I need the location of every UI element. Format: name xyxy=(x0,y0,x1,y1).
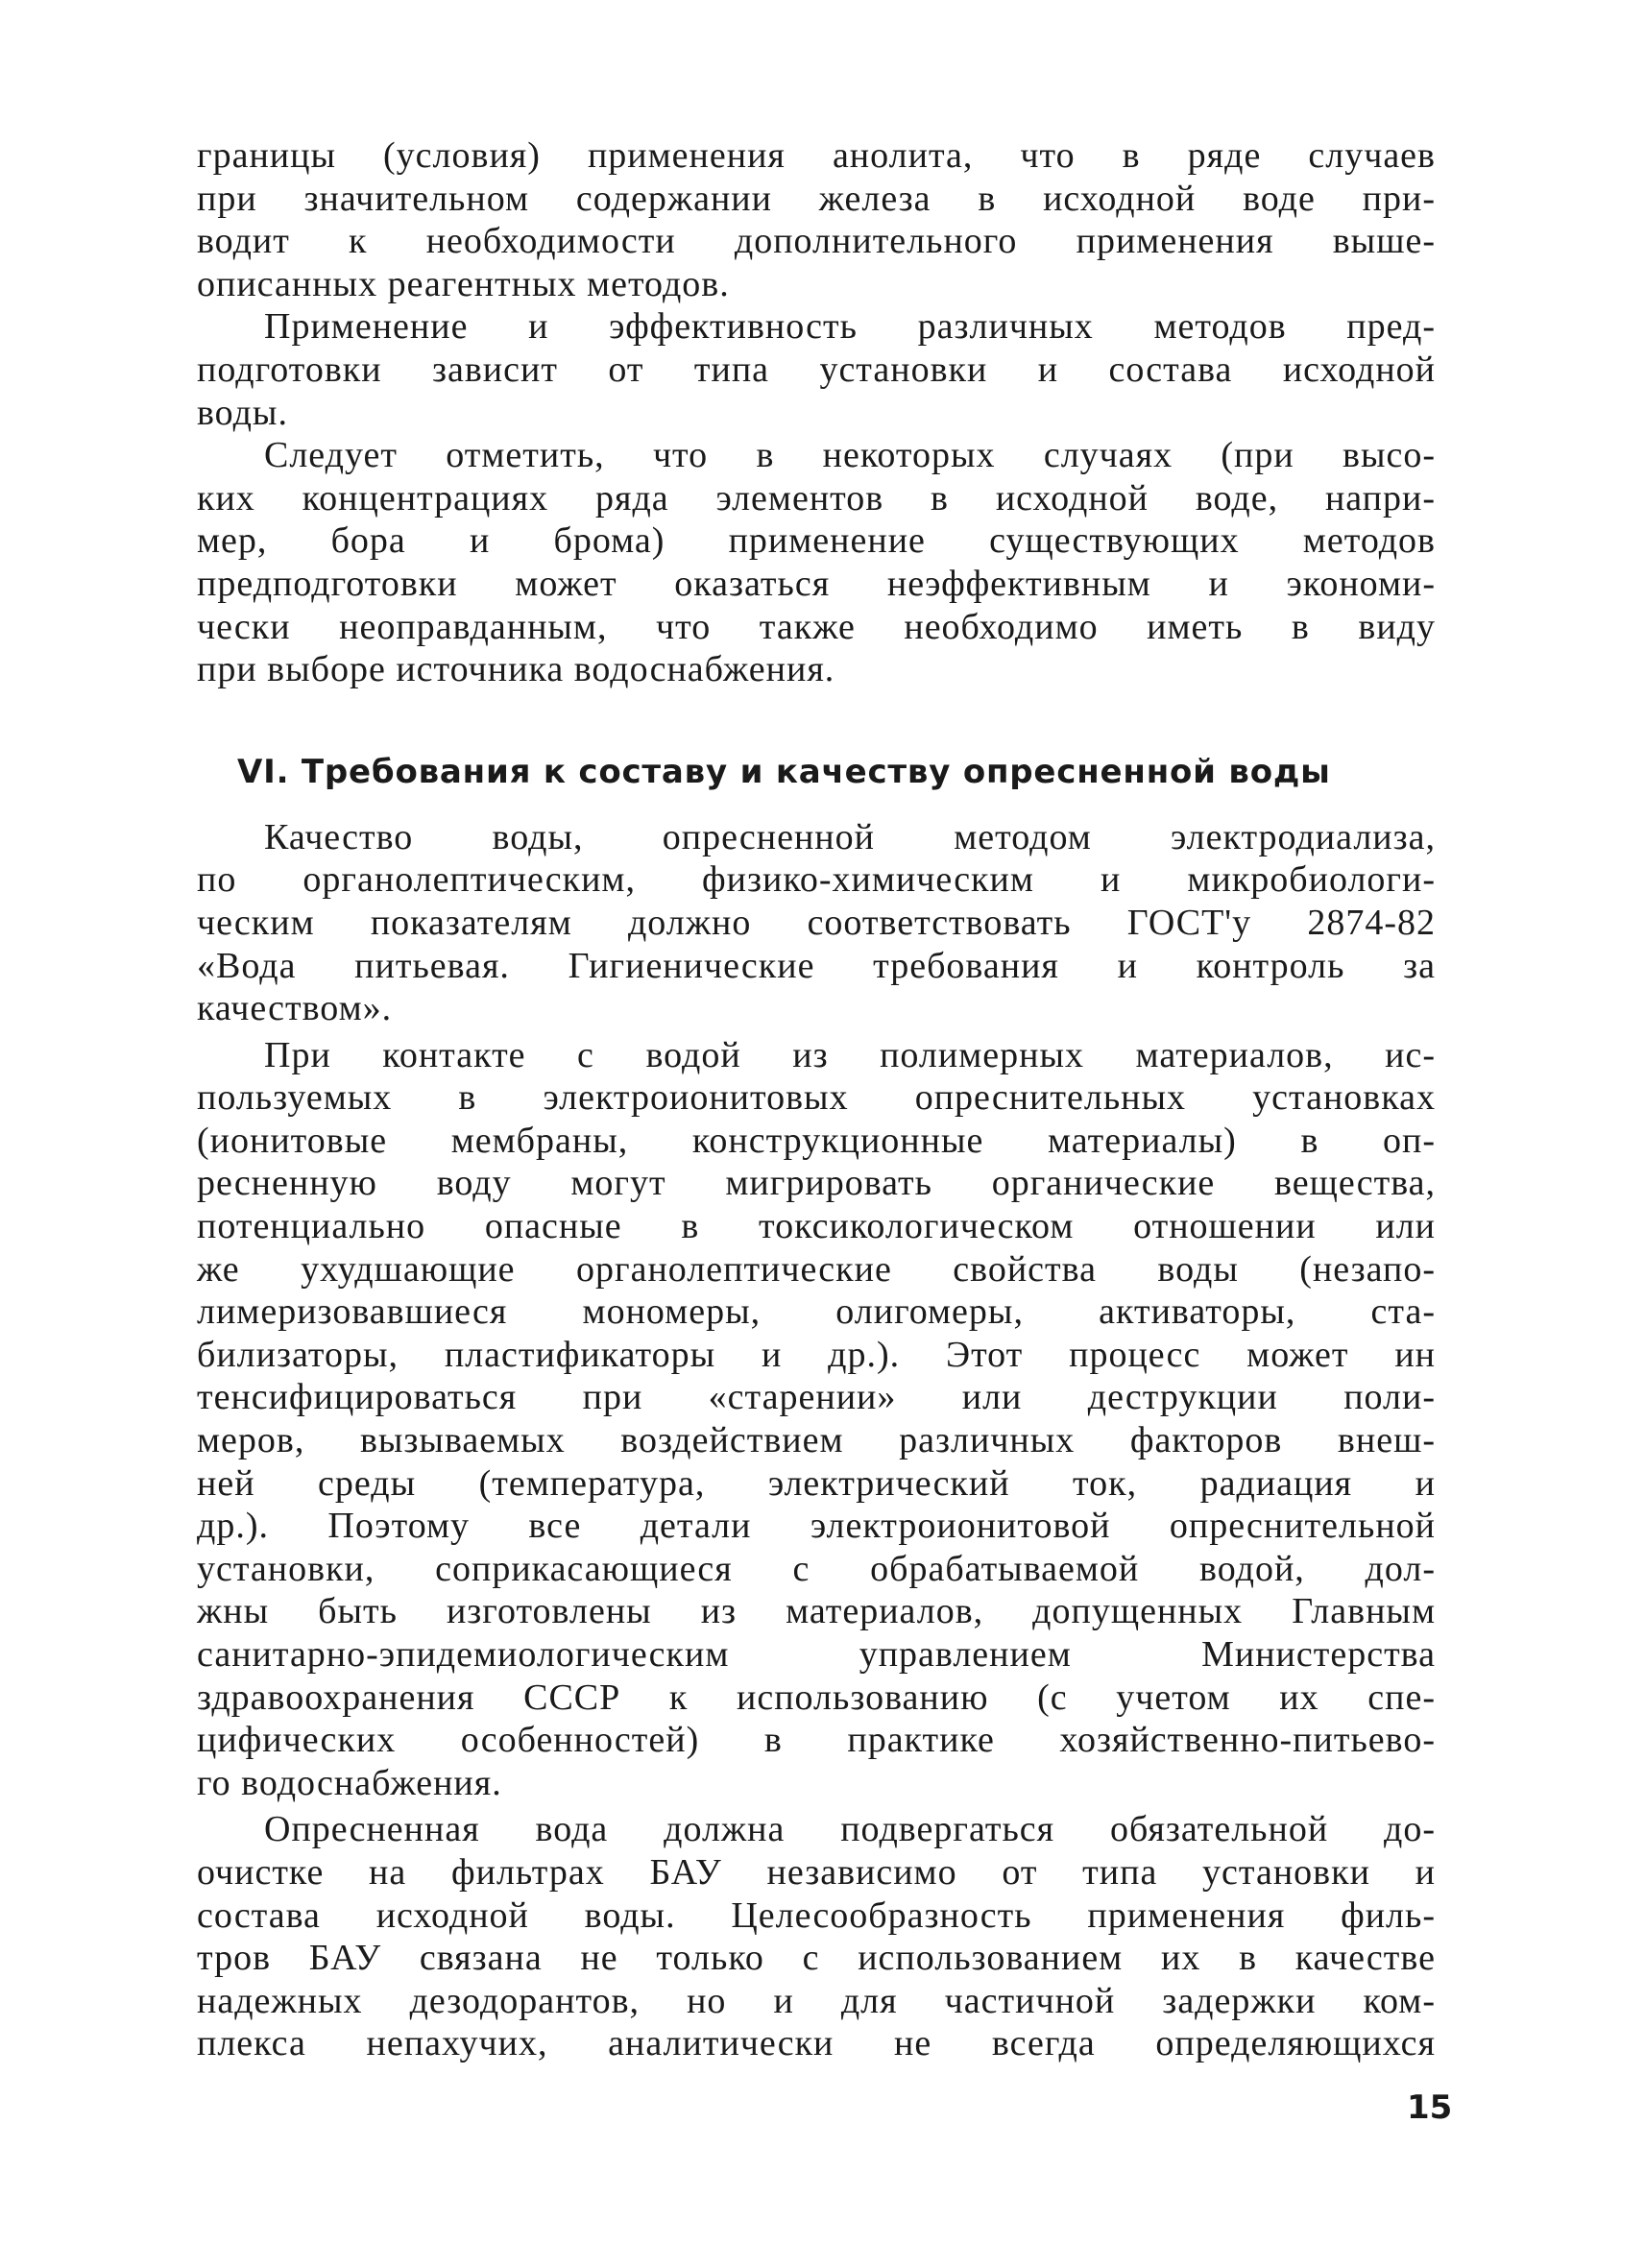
text-line: чески неоправданным, что также необходимо иметь в виду xyxy=(197,606,1436,647)
page-number: 15 xyxy=(1407,2088,1453,2127)
text-line: надежных дезодорантов, но и для частичной задержки ком- xyxy=(197,1980,1436,2021)
text-line: предподготовки может оказаться неэффективным и экономи- xyxy=(197,563,1436,604)
text-line: воды. xyxy=(197,392,288,433)
text-line: цифических особенностей) в практике хозяйственно-питьево- xyxy=(197,1720,1436,1761)
text-line: плекса непахучих, аналитически не всегда определяющихся xyxy=(197,2023,1436,2064)
text-line: же ухудшающие органолептические свойства воды (незапо- xyxy=(197,1248,1436,1290)
text-line: санитарно-эпидемиологическим управлением Министерства xyxy=(197,1634,1436,1675)
text-line: (ионитовые мембраны, конструкционные материалы) в оп- xyxy=(197,1120,1436,1161)
paragraph-water-quality-standard xyxy=(197,816,1436,1030)
text-line: «Вода питьевая. Гигиенические требования и контроль за xyxy=(197,945,1436,986)
paragraph-bau-filters xyxy=(197,1808,1436,2065)
text-line: по органолептическим, физико-химическим и микробиологи- xyxy=(197,859,1436,901)
text-line: при выборе источника водоснабжения. xyxy=(197,649,835,690)
text-line: жны быть изготовлены из материалов, допущенных Главным xyxy=(197,1591,1436,1632)
document-page xyxy=(197,134,1436,2065)
text-line: установки, соприкасающиеся с обрабатываемой водой, дол- xyxy=(197,1548,1436,1589)
text-line: меров, вызываемых воздействием различных факторов внеш- xyxy=(197,1420,1436,1461)
text-line: потенциально опасные в токсикологическом отношении или xyxy=(197,1206,1436,1247)
text-line: ней среды (температура, электрический ток, радиация и xyxy=(197,1462,1436,1504)
text-line: состава исходной воды. Целесообразность применения филь- xyxy=(197,1894,1436,1936)
text-line: подготовки зависит от типа установки и состава исходной xyxy=(197,349,1436,390)
text-line: мер, бора и брома) применение существующих методов xyxy=(197,520,1436,562)
paragraph-anolyte-limits xyxy=(197,134,1436,305)
section-heading: VI. Требования к составу и качеству опресненной воды xyxy=(237,752,1331,791)
text-line: Качество воды, опресненной методом электродиализа, xyxy=(264,816,1436,857)
text-line: при значительном содержании железа в исходной воде при- xyxy=(197,178,1436,219)
text-line: го водоснабжения. xyxy=(197,1762,502,1803)
text-line: очистке на фильтрах БАУ независимо от типа установки и xyxy=(197,1851,1436,1893)
text-line: тенсифицироваться при «старении» или деструкции поли- xyxy=(197,1377,1436,1418)
text-line: др.). Поэтому все детали электроионитовой опреснительной xyxy=(197,1506,1436,1547)
text-line: Применение и эффективность различных методов пред- xyxy=(264,306,1436,348)
text-line: При контакте с водой из полимерных материалов, ис- xyxy=(264,1034,1436,1075)
text-line: тров БАУ связана не только с использованием их в качестве xyxy=(197,1938,1436,1979)
paragraph-polymer-materials xyxy=(197,1034,1436,1805)
paragraph-boron-bromine-note xyxy=(197,434,1436,691)
text-line: Опресненная вода должна подвергаться обязательной до- xyxy=(264,1809,1436,1850)
text-line: ких концентрациях ряда элементов в исходной воде, напри- xyxy=(197,477,1436,519)
text-line: билизаторы, пластификаторы и др.). Этот процесс может ин xyxy=(197,1334,1436,1375)
text-line: лимеризовавшиеся мономеры, олигомеры, активаторы, ста- xyxy=(197,1291,1436,1333)
text-line: здравоохранения СССР к использованию (с учетом их спе- xyxy=(197,1677,1436,1718)
paragraph-pretreatment-methods xyxy=(197,305,1436,434)
text-line: ческим показателям должно соответствовать ГОСТ'у 2874-82 xyxy=(197,902,1436,943)
text-line: описанных реагентных методов. xyxy=(197,263,730,304)
text-line: ресненную воду могут мигрировать органические вещества, xyxy=(197,1163,1436,1204)
text-line: качеством». xyxy=(197,988,393,1029)
text-line: границы (условия) применения анолита, что в ряде случаев xyxy=(197,135,1436,176)
text-line: водит к необходимости дополнительного применения выше- xyxy=(197,221,1436,262)
text-line: Следует отметить, что в некоторых случаях (при высо- xyxy=(264,435,1436,476)
text-line: пользуемых в электроионитовых опреснительных установках xyxy=(197,1077,1436,1119)
